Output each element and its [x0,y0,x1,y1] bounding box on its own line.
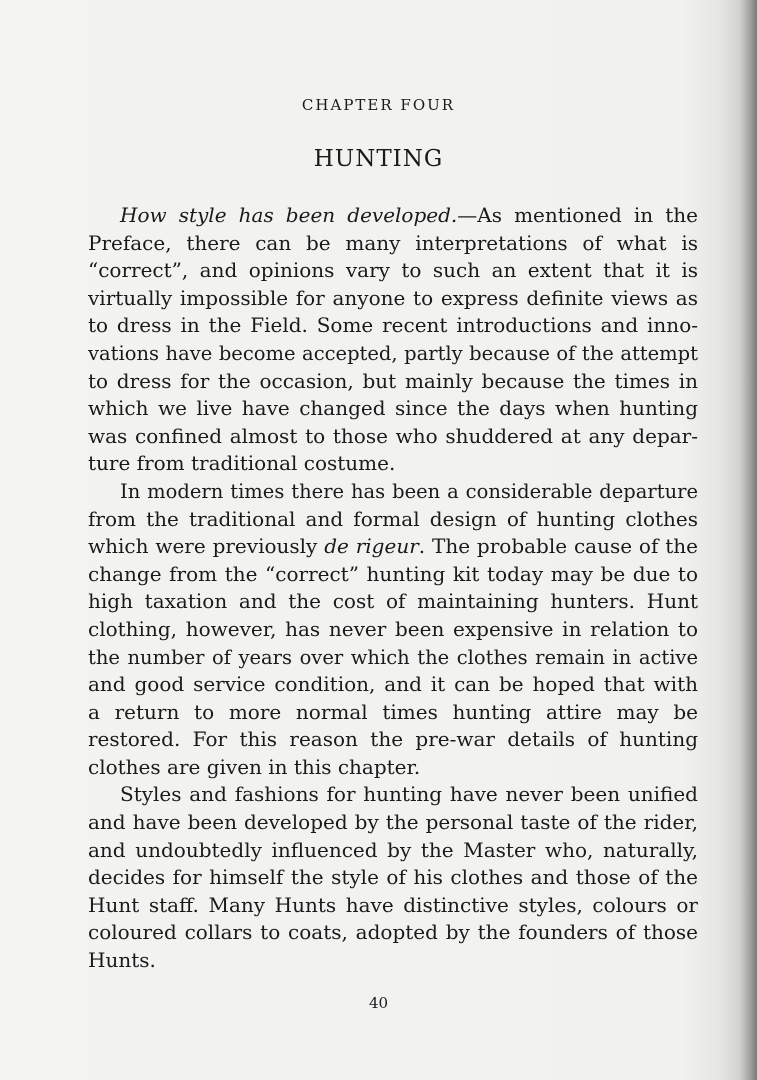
paragraph-1-line-1-text: —As mentioned in the [457,203,698,227]
paragraph-3-line: Hunts. [88,948,156,973]
paragraph-2-line-3 [88,533,698,561]
paragraph-2-line: change from the “correct” hunting kit today may be due to [88,561,698,586]
paragraph-1-line: to dress in the Field. Some recent introductions and inno- [88,313,698,338]
paragraph-2-line: the number of years over which the clothes remain in active [88,645,698,669]
italic-term: de rigeur [324,534,419,559]
paragraph-1-line: virtually impossible for anyone to express definite views as [88,285,698,310]
paragraph-2-line: from the traditional and formal design of hunting clothes [88,506,698,531]
paragraph-1-line: ture from traditional costume. [88,451,396,476]
paragraph-1-line: vations have become accepted, partly because of the attempt [88,341,698,365]
paragraph-2-line: restored. For this reason the pre-war details of hunting [88,727,698,752]
paragraph-2-line: a return to more normal times hunting attire may be [88,699,698,724]
paragraph-3-line: decides for himself the style of his clothes and those of the [88,865,698,890]
paragraph-3-line: and have been developed by the personal taste of the rider, [88,810,698,835]
paragraph-2-line: clothing, however, has never been expensive in relation to [88,616,698,641]
paragraph-1-line: “correct”, and opinions vary to such an extent that it is [88,258,698,283]
paragraph-2-line: high taxation and the cost of maintaining hunters. Hunt [88,589,698,614]
paragraph-1-line: Preface, there can be many interpretations of what is [88,230,698,255]
paragraph-2-line: clothes are given in this chapter. [88,754,421,779]
page-number: 40 [368,994,389,1012]
paragraph-1-line-1 [88,202,698,230]
paragraph-3-line: Styles and fashions for hunting have never been unified [120,782,698,807]
paragraph-2-line: and good service condition, and it can be hoped that with [88,672,698,697]
section-heading: How style has been developed. [120,203,458,227]
paragraph-2-line-3-end: . The probable cause of the [418,534,698,559]
paragraph-3-line: coloured collars to coats, adopted by the founders of those [88,920,698,945]
body-text [88,202,698,975]
paragraph-1-line: to dress for the occasion, but mainly because the times in [88,368,698,393]
chapter-label: CHAPTER FOUR [301,96,456,114]
chapter-title: HUNTING [313,146,444,172]
paragraph-3-line: Hunt staff. Many Hunts have distinctive styles, colours or [88,892,698,917]
paragraph-2-line-3-start: which were previously [88,534,325,559]
paragraph-3-line: and undoubtedly influenced by the Master who, naturally, [88,837,698,862]
paragraph-1-line: which we live have changed since the days when hunting [88,396,698,421]
paragraph-1-line: was confined almost to those who shuddered at any depar- [88,423,698,448]
paragraph-2-line: In modern times there has been a considerable departure [120,479,698,503]
